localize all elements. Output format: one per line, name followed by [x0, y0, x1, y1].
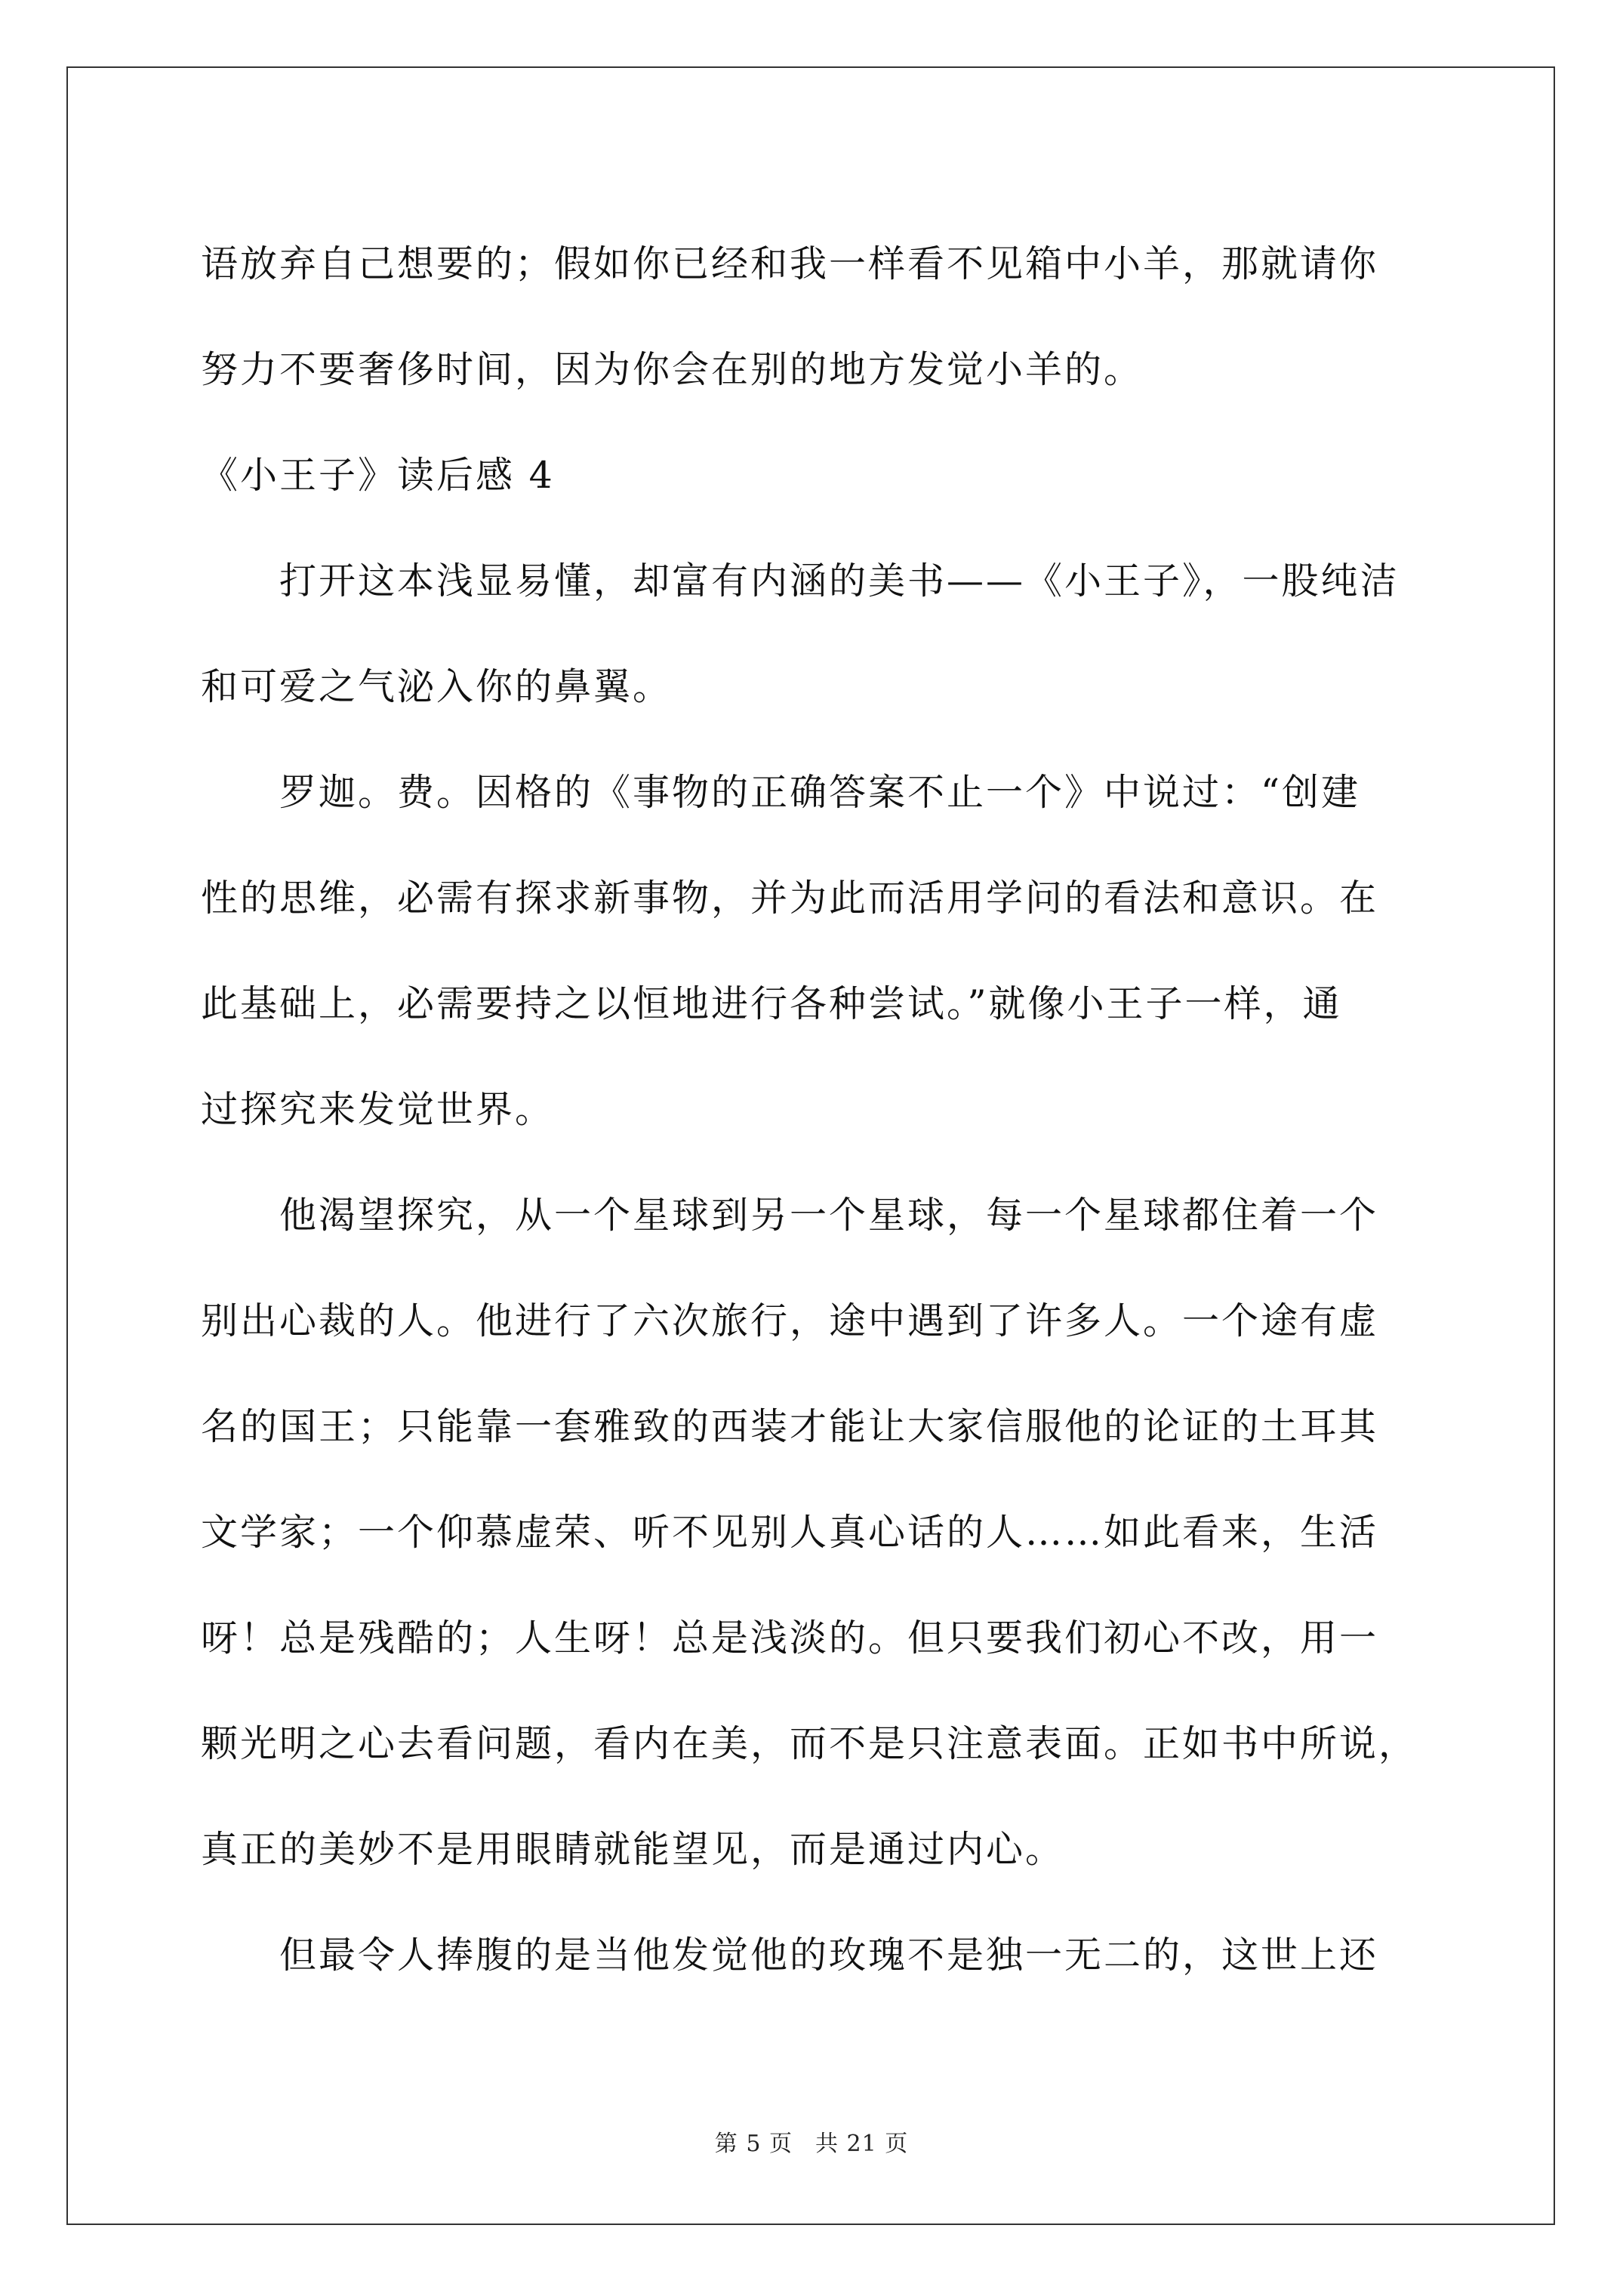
text-line: 文学家；一个仰慕虚荣、听不见别人真心话的人……如此看来，生活 [201, 1511, 1379, 1554]
document-body [201, 211, 1424, 2008]
section-heading: 《小王子》读后感 4 [201, 454, 555, 497]
text-line: 过探究来发觉世界。 [201, 1088, 555, 1131]
text-line: 和可爱之气泌入你的鼻翼。 [201, 665, 673, 708]
text-line: 颗光明之心去看问题，看内在美，而不是只注意表面。正如书中所说， [201, 1722, 1418, 1765]
text-line: 别出心裁的人。他进行了六次旅行，途中遇到了许多人。一个途有虚 [201, 1299, 1379, 1342]
text-line: 语放弃自己想要的；假如你已经和我一样看不见箱中小羊，那就请你 [201, 242, 1379, 285]
page-footer [0, 2129, 1623, 2159]
text-line: 此基础上，必需要持之以恒地进行各种尝试。”就像小王子一样，通 [201, 982, 1342, 1025]
text-line: 真正的美妙不是用眼睛就能望见，而是通过内心。 [201, 1828, 1065, 1871]
text-line: 他渴望探究，从一个星球到另一个星球，每一个星球都住着一个 [201, 1194, 1379, 1237]
text-line: 呀！总是残酷的；人生呀！总是浅淡的。但只要我们初心不改，用一 [201, 1616, 1379, 1660]
page-total: 共 21 页 [815, 2131, 909, 2157]
text-line: 打开这本浅显易懂，却富有内涵的美书——《小王子》，一股纯洁 [201, 559, 1400, 603]
text-line: 但最令人捧腹的是当他发觉他的玫瑰不是独一无二的，这世上还 [201, 1934, 1379, 1977]
text-line: 努力不要奢侈时间，因为你会在别的地方发觉小羊的。 [201, 348, 1144, 391]
page-number: 第 5 页 [714, 2131, 793, 2157]
text-line: 性的思维，必需有探求新事物，并为此而活用学问的看法和意识。在 [201, 877, 1379, 920]
text-line: 名的国王；只能靠一套雅致的西装才能让大家信服他的论证的土耳其 [201, 1405, 1379, 1448]
text-line: 罗迦。费。因格的《事物的正确答案不止一个》中说过：“创建 [201, 771, 1361, 814]
